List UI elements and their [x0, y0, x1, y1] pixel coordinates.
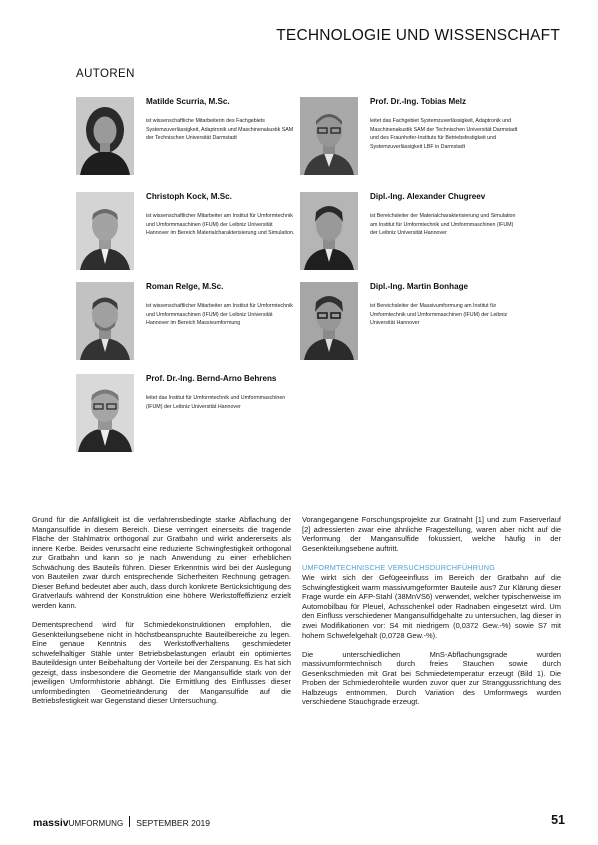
author-photo	[300, 192, 358, 270]
footer-divider	[129, 816, 130, 827]
body-column-left	[32, 515, 291, 715]
author-photo	[300, 282, 358, 360]
issue-date: SEPTEMBER 2019	[136, 818, 210, 828]
author-bio: leitet das Institut für Umformtechnik und Umformmaschinen (IFUM) der Leibniz Universität Hannover	[146, 395, 286, 410]
author-card	[300, 282, 520, 362]
subheading: UMFORMTECHNISCHE VERSUCHSDURCHFÜHRUNG	[302, 562, 496, 572]
body-paragraph: Wie wirkt sich der Gefügeeinfluss im Bereich der Gratbahn auf die Schwingfestigkeit warm massivumgeformter Bauteile aus? Zur Klärung dieser Frage wurde ein AFP-Stahl (38MnVS6) verwendet, welcher typischerweise im Automobilbau für Pleuel, Achsschenkel oder Radnaben eingesetzt wird. Um den Einfluss verschiedener Mangansulfidgehalte zu untersuchen, lag dieser in zwei Modifikationen vor: S4 mit niedrigem (0,0372 Gew.-%) sowie S7 mit hohem Schwefelgehalt (0,0728 Gew.-%).	[302, 573, 561, 640]
author-bio: ist wissenschaftlicher Mitarbeiter am Institut für Umformtechnik und Umformmaschinen (IFUM) der Leibniz Universität Hannover im Bereich Materialcharakterisierung und Simulation.	[146, 213, 295, 237]
body-column-right	[302, 515, 561, 716]
author-card	[76, 282, 296, 362]
brand-logo-part1: massiv	[33, 817, 69, 829]
author-name: Matilde Scurria, M.Sc.	[146, 97, 230, 106]
authors-heading: AUTOREN	[76, 68, 135, 80]
author-card	[76, 192, 296, 272]
author-bio: ist Bereichsleiter der Massivumformung am Institut für Umformtechnik und Umformmaschinen (IFUM) der Leibniz Universität Hannover	[370, 303, 508, 327]
author-card	[300, 97, 520, 177]
author-name: Dipl.-Ing. Alexander Chugreev	[370, 192, 486, 201]
author-name: Prof. Dr.-Ing. Bernd-Arno Behrens	[146, 374, 277, 383]
section-title: TECHNOLOGIE UND WISSENSCHAFT	[276, 27, 560, 44]
author-name: Christoph Kock, M.Sc.	[146, 192, 232, 201]
author-card	[76, 97, 296, 177]
author-name: Dipl.-Ing. Martin Bonhage	[370, 282, 469, 291]
body-paragraph: Vorangegangene Forschungsprojekte zur Gratnaht [1] und zum Faserverlauf [2] adressierten zwar eine ähnliche Fragestellung, waren aber nicht auf die Verformung der Mangansulfide fokussiert, welche häufig in der Gesenkteilungsebene auftritt.	[302, 515, 561, 553]
author-card	[300, 192, 520, 272]
footer	[33, 816, 210, 829]
author-photo	[76, 192, 134, 270]
author-bio: leitet das Fachgebiet Systemzuverlässigkeit, Adaptronik und Maschinenakustik SAM der Technischen Universität Darmstadt und des Fraunhofer-Instituts für Betriebsfestigkeit und Systemzuverlässigkeit LBF in Darmstadt	[370, 118, 518, 150]
author-card	[76, 374, 296, 454]
author-photo	[76, 374, 134, 452]
author-bio: ist Bereichsleiter der Materialcharakterisierung und Simulation am Institut für Umformtechnik und Umformmaschinen (IFUM) der Leibniz Universität Hannover	[370, 213, 516, 237]
author-bio: ist wissenschaftliche Mitarbeiterin des Fachgebiets Systemzuverlässigkeit, Adaptronik und Maschinenakustik SAM der Technischen Universität Darmstadt	[146, 118, 294, 142]
body-paragraph: Grund für die Anfälligkeit ist die verfahrensbedingte starke Abflachung der Mangansulfide in diesem Bereich. Diese verringert einerseits die tragende Fläche der Stahlmatrix orthogonal zur Gratbahn und wirkt andererseits als innere Kerbe. Beides verursacht eine reduzierte Schwingfestigkeit orthogonal zur Gratbahn und kann so je nach Anwendung zu einer erheblichen Schwächung des Bauteils führen. Dieser Erkenntnis wird bei der Auslegung von Bauteilen zwar durch entsprechende Sicherheiten Rechnung getragen. Dieser Befund bedeutet aber auch, dass durch konkrete Berücksichtigung des Gratverlaufs während der Konstruktion eine höhere Werkstoffeffizienz erzielt werden kann.	[32, 515, 291, 610]
author-name: Roman Relge, M.Sc.	[146, 282, 224, 291]
author-bio: ist wissenschaftlicher Mitarbeiter am Institut für Umformtechnik und Umformmaschinen (IFUM) der Leibniz Universität Hannover im Bereich Massivumformung	[146, 303, 293, 327]
brand-logo-part2: UMFORMUNG	[68, 819, 124, 828]
author-photo	[76, 282, 134, 360]
author-photo	[300, 97, 358, 175]
author-photo	[76, 97, 134, 175]
page-number: 51	[551, 813, 565, 827]
body-paragraph: Die unterschiedlichen MnS-Abflachungsgrade wurden massivumformtechnisch durch freies Stauchen sowie durch Gesenkschmieden mit Grat bei Schmiedetemperatur erzeugt (Bild 1). Die Proben der Schmiederohteile wurden zuvor quer zur Stranggussrichtung des Halbzeugs entnommen. Durch Variation des Umformwegs wurden verschiedene Stauchgrade erzeugt.	[302, 649, 561, 707]
body-paragraph: Dementsprechend wird für Schmiedekonstruktionen empfohlen, die Gesenkteilungsebene nicht in höchstbeanspruchte Bauteilbereiche zu legen. Eine genaue Kenntnis des Werkstoffverhaltens geschmiedeter schwefelhaltiger Stähle unter Betriebsbelastungen erlaubt ein optimiertes Bauteildesign unter Beibehaltung der Vorteile bei der Zerspanung. Es hat sich gezeigt, dass insbesondere die Geometrie der Mangansulfide stark von der jeweiligen Umformhistorie abhängt. Die Ermittlung des Einflusses dieser umformbedingten Geometrieänderung der Mangansulfide auf die Betriebsfestigkeit war Gegenstand dieser Untersuchung.	[32, 620, 291, 706]
author-name: Prof. Dr.-Ing. Tobias Melz	[370, 97, 467, 106]
